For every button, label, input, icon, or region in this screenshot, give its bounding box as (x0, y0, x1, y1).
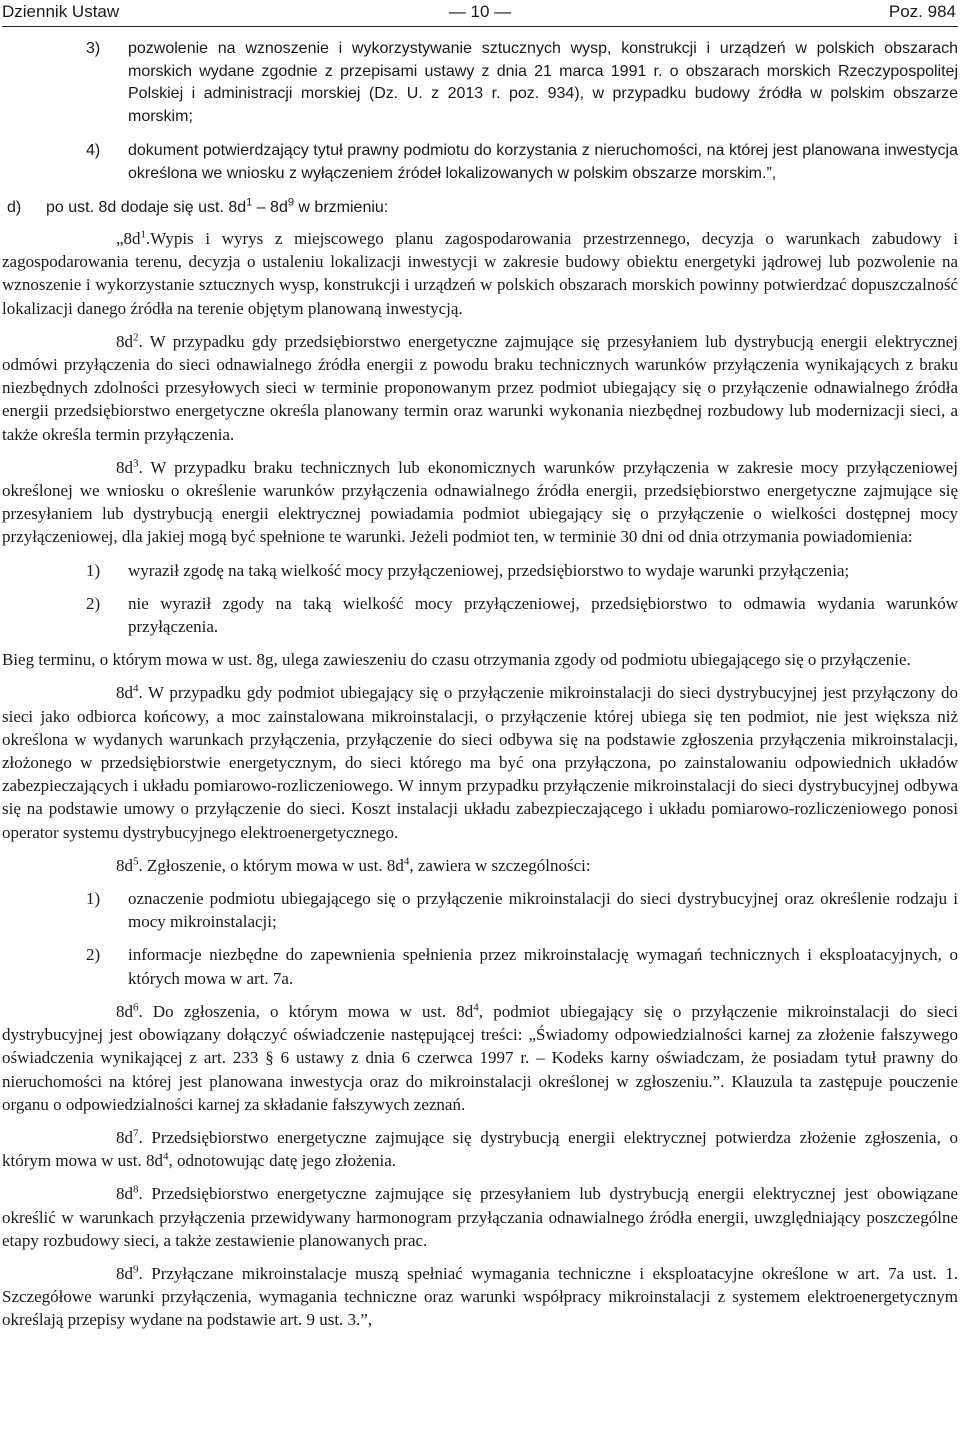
paragraph-number: 8d (116, 855, 133, 875)
document-body (2, 38, 958, 1342)
paragraph-8d3-tail: Bieg terminu, o którym mowa w ust. 8g, ulega zawieszeniu do czasu otrzymania zgody od podmiotu ubiegającego się o przyłączenie. (2, 650, 911, 670)
amendment-text: – 8d (252, 199, 288, 216)
amendment-text: po ust. 8d dodaje się ust. 8d (46, 199, 247, 216)
item-text: oznaczenie podmiotu ubiegającego się o przyłączenie mikroinstalacji do sieci dystrybucyjnej oraz określenie rodzaju i mocy mikroinstalacji; (128, 889, 958, 932)
list-item (2, 559, 958, 582)
paragraph-8d9 (2, 1262, 958, 1332)
item-text: wyraził zgodę na taką wielkość mocy przyłączeniowej, przedsiębiorstwo to wydaje warunki przyłączenia; (128, 560, 850, 580)
item-text: dokument potwierdzający tytuł prawny podmiotu do korzystania z nieruchomości, na której jest planowana inwestycja określona we wniosku z wyłączeniem źródeł lokalizowanych w polskim obszarze morskim.”, (128, 142, 958, 182)
superscript: 1 (246, 196, 253, 209)
paragraph-text: . W przypadku braku technicznych lub ekonomicznych warunków przyłączenia w zakresie mocy przyłączeniowej określonej we wniosku o określenie warunków przyłączenia odnawialnego źródła energii, przedsiębiorstwo energetyczne zajmujące się przesyłaniem lub dystrybucją energii elektrycznej powiadamia podmiot ubiegający się o przyłączenie o wielkości dostępnej mocy przyłączeniowej, dla jakiej mogą być spełnione te warunki. Jeżeli podmiot ten, w terminie 30 dni od dnia otrzymania powiadomienia: (2, 457, 958, 547)
superscript: 9 (287, 196, 294, 209)
superscript: 6 (133, 1001, 139, 1014)
paragraph-number: 8d (116, 1184, 133, 1204)
paragraph-8d1 (2, 227, 958, 320)
item-number: 1) (86, 889, 101, 909)
paragraph-8d3 (2, 456, 958, 549)
paragraph-text: . Przyłączane mikroinstalacje muszą spełniać wymagania techniczne i eksploatacyjne określone w art. 7a ust. 1. Szczegółowe warunki przyłączenia, wymagania techniczne oraz warunki współpracy mikroinstalacji z systemem elektroenergetycznym określają przepisy wydane na podstawie art. 9 ust. 3.”, (2, 1263, 958, 1330)
paragraph-number: 8d (116, 331, 133, 351)
paragraph-text: , odnotowując datę jego złożenia. (168, 1151, 397, 1171)
list-item (2, 887, 958, 933)
item-number: 4) (86, 142, 101, 159)
item-text: nie wyraził zgody na taką wielkość mocy przyłączeniowej, przedsiębiorstwo to odmawia wydania warunków przyłączenia. (128, 593, 958, 637)
item-number: 2) (86, 593, 101, 613)
page-header (2, 0, 958, 27)
superscript: 9 (133, 1263, 139, 1276)
superscript: 5 (133, 855, 139, 868)
paragraph-8d5 (2, 854, 958, 877)
paragraph-text: , podmiot ubiegający się o przyłączenie mikroinstalacji do sieci dystrybucyjnej jest obowiązany dołączyć oświadczenie następującej treści: „Świadomy odpowiedzialności karnej za złożenie fałszywego oświadczenia wynikającej z art. 233 § 6 ustawy z dnia 6 czerwca 1997 r. – Kodeks karny oświadczam, że posiadam tytuł prawny do nieruchomości na której jest planowana inwestycja oraz do mikroinstalacji określonej w zgłoszeniu.”. Klauzula ta zastępuje pouczenie organu o odpowiedzialności karnej za składanie fałszywych zeznań. (2, 1001, 958, 1114)
paragraph-text: , zawiera w szczególności: (409, 855, 591, 875)
superscript: 4 (473, 1001, 479, 1014)
item-text: informacje niezbędne do zapewnienia spełnienia przez mikroinstalację wymagań technicznych i eksploatacyjnych, o których mowa w art. 7a. (128, 945, 958, 988)
paragraph-number: 8d (116, 1127, 133, 1147)
paragraph-text: . W przypadku gdy przedsiębiorstwo energetyczne zajmujące się przesyłaniem lub dystrybucją energii elektrycznej odmówi przyłączenia do sieci odnawialnego źródła energii z powodu braku technicznych warunków przyłączenia wynikających z braku niezbędnych zdolności przesyłowych sieci w terminie proponowanym przez podmiot ubiegający się o przyłączenie odnawialnego źródła energii przedsiębiorstwo energetyczne określa planowany termin oraz warunki wykonania niezbędnej rozbudowy lub modernizacji sieci, a także określa termin przyłączenia. (2, 331, 958, 444)
list-item (2, 592, 958, 638)
paragraph-text: . W przypadku gdy podmiot ubiegający się o przyłączenie mikroinstalacji do sieci dystrybucyjnej jest przyłączony do sieci jako odbiorca końcowy, a moc zainstalowana mikroinstalacji, o przyłączenie której ubiega się ten podmiot, nie jest większa niż określona w wydanych warunkach przyłączenia, przyłączenie do sieci odbywa się na podstawie zgłoszenia przyłączenia mikroinstalacji, złożonego w przedsiębiorstwie energetycznym, do sieci którego ma być ona przyłączona, po zainstalowaniu odpowiednich układów zabezpieczających i układu pomiarowo-rozliczeniowego. W innym przypadku przyłączenie mikroinstalacji do sieci dystrybucyjnej odbywa się na podstawie umowy o przyłączenie do sieci. Koszt instalacji układu zabezpieczającego i układu pomiarowo-rozliczeniowego ponosi operator systemu dystrybucyjnego elektroenergetycznego. (2, 683, 958, 842)
paragraph-text: . Przedsiębiorstwo energetyczne zajmujące się dystrybucją energii elektrycznej potwierdza złożenie zgłoszenia, o którym mowa w ust. 8d (2, 1127, 958, 1171)
superscript: 4 (163, 1150, 169, 1163)
item-number: 3) (86, 40, 101, 57)
position-number: Poz. 984 (888, 2, 956, 21)
paragraph-text: . Przedsiębiorstwo energetyczne zajmujące się przesyłaniem lub dystrybucją energii elektrycznej jest obowiązane określić w warunkach przyłączenia przewidywany harmonogram przyłączania odnawialnego źródła energii, uwzględniający poszczególne etapy rozbudowy sieci, a także zestawienie planowanych prac. (2, 1184, 958, 1250)
paragraph-number: 8d (116, 457, 133, 477)
amendment-label: d) (7, 199, 22, 216)
paragraph-number: 8d (116, 1001, 133, 1021)
paragraph-text: .Wypis i wyrys z miejscowego planu zagospodarowania przestrzennego, decyzja o warunkach zabudowy i zagospodarowania terenu, decyzja o ustaleniu lokalizacji inwestycji w zakresie budowy obiektu energetyki jądrowej lub pozwolenie na wznoszenie i wykorzystanie sztucznych wysp, konstrukcji i urządzeń w polskich obszarach morskich powinny potwierdzać dopuszczalność lokalizacji danego źródła na terenie objętym planowaną inwestycją. (2, 229, 958, 318)
page-number: — 10 — (448, 2, 512, 21)
amendment-text: w brzmieniu: (293, 199, 389, 216)
superscript: 1 (140, 228, 147, 241)
superscript: 3 (133, 457, 139, 470)
superscript: 2 (133, 331, 139, 344)
paragraph-8d8 (2, 1182, 958, 1252)
list-item (2, 140, 958, 185)
list-item (2, 943, 958, 989)
item-number: 1) (86, 560, 101, 580)
item-text: pozwolenie na wznoszenie i wykorzystywanie sztucznych wysp, konstrukcji i urządzeń w polskich obszarach morskich wydane zgodnie z przepisami ustawy z dnia 21 marca 1991 r. o obszarach morskich Rzeczypospolitej Polskiej i administracji morskiej (Dz. U. z 2013 r. poz. 934), w przypadku budowy źródła w polskim obszarze morskim; (128, 40, 958, 125)
amendment-line-d (2, 197, 958, 219)
paragraph-number: 8d (116, 683, 133, 703)
paragraph-8d6 (2, 1000, 958, 1116)
paragraph-8d2 (2, 330, 958, 446)
superscript: 4 (133, 682, 139, 695)
item-number: 2) (86, 945, 101, 965)
paragraph-8d4 (2, 681, 958, 843)
journal-title: Dziennik Ustaw (2, 2, 120, 21)
paragraph-8d7 (2, 1126, 958, 1172)
list-item (2, 38, 958, 128)
superscript: 8 (133, 1183, 139, 1196)
paragraph-number: „8d (116, 229, 141, 248)
paragraph-text: . Zgłoszenie, o którym mowa w ust. 8d (138, 855, 404, 875)
superscript: 4 (403, 855, 410, 868)
paragraph-number: 8d (116, 1263, 133, 1283)
paragraph-text: . Do zgłoszenia, o którym mowa w ust. 8d (138, 1001, 474, 1021)
superscript: 7 (133, 1127, 139, 1140)
